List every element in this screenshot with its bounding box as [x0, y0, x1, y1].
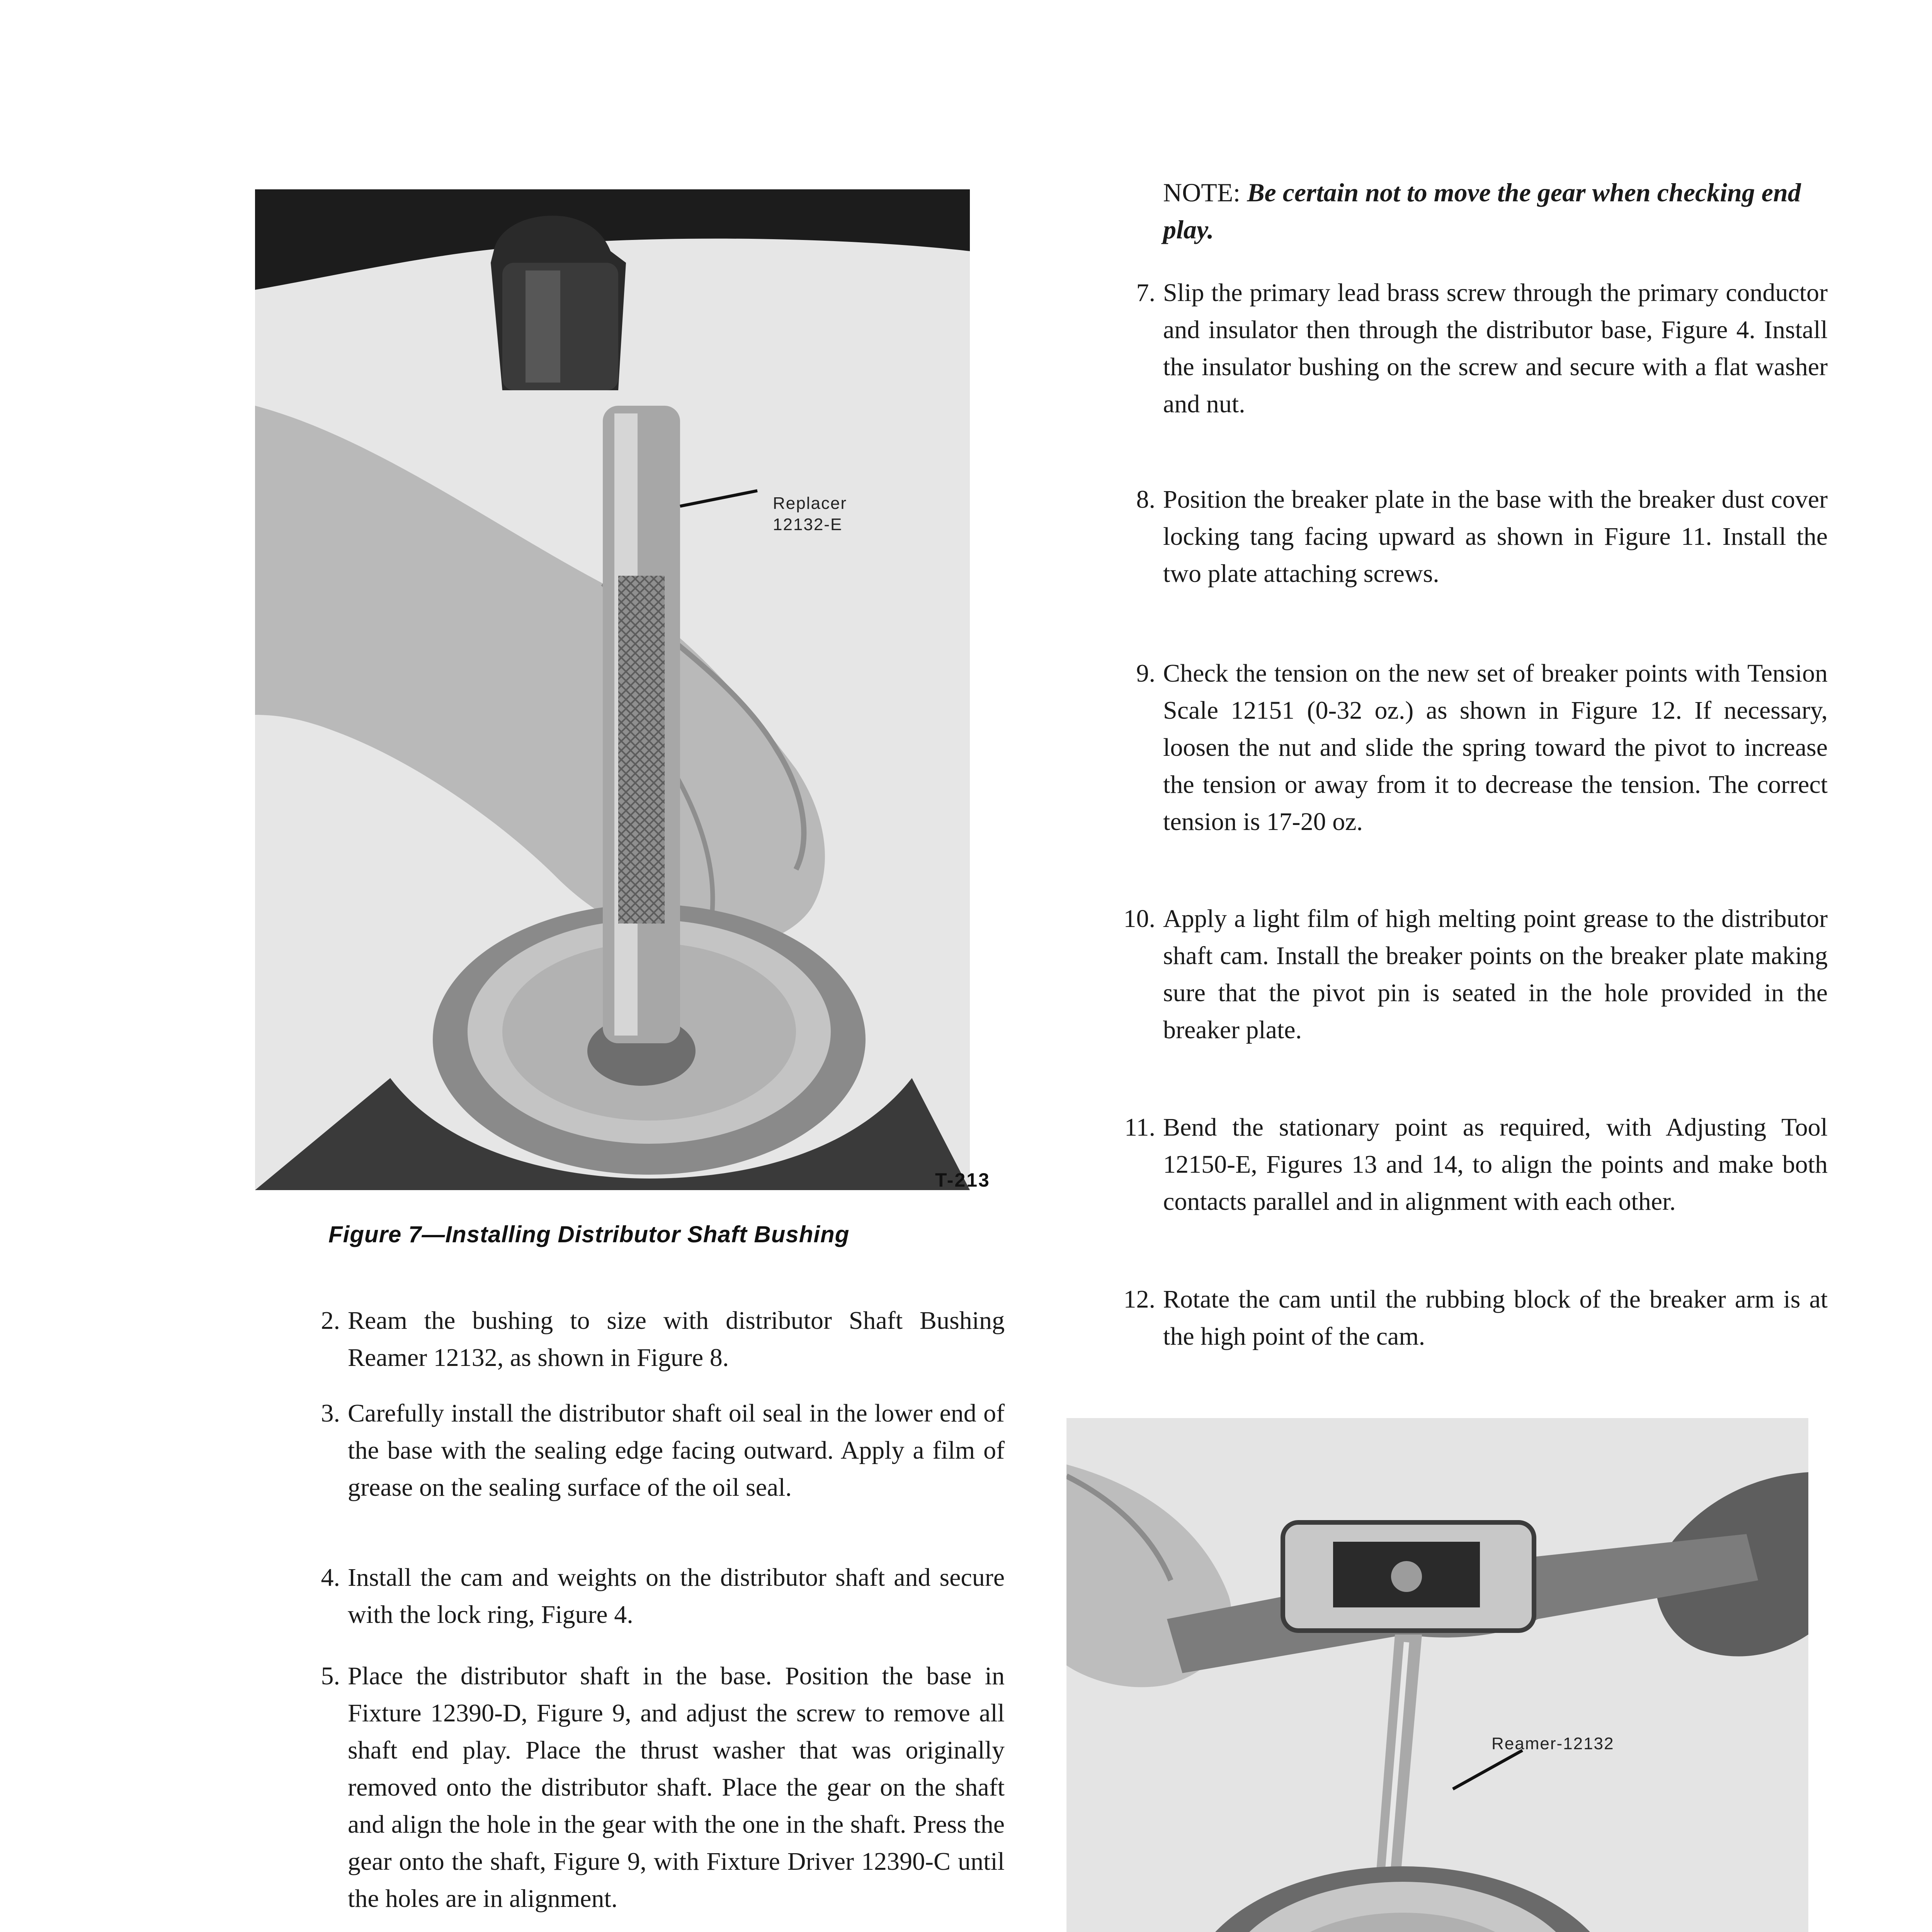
- step-12: [1123, 1281, 1828, 1355]
- step-text: Install the cam and weights on the distributor shaft and secure with the lock ring, Figure 4.: [348, 1563, 1005, 1629]
- step-text: Carefully install the distributor shaft oil seal in the lower end of the base with the sealing edge facing outward. Apply a film of grease on the sealing surface of the oil seal.: [348, 1399, 1005, 1502]
- step-text: Slip the primary lead brass screw through the primary conductor and insulator then through the distributor base, Figure 4. Install the insulator bushing on the screw and secure with a flat washer and nut.: [1163, 279, 1828, 418]
- step-7: [1136, 274, 1828, 423]
- figure-7-tool-label-number: 12132-E: [773, 515, 843, 534]
- figure-7-tool-label-name: Replacer: [773, 494, 847, 513]
- step-number: 4.: [321, 1563, 340, 1592]
- step-4: [321, 1559, 1005, 1633]
- step-number: 7.: [1136, 279, 1155, 307]
- figure-7-code: T-213: [935, 1169, 990, 1191]
- figure-8-tool-label: Reamer-12132: [1492, 1734, 1614, 1753]
- step-10: [1123, 900, 1828, 1049]
- step-text: Position the breaker plate in the base with the breaker dust cover locking tang facing upward as shown in Figure 11. Install the two plate attaching screws.: [1163, 485, 1828, 588]
- step-2: [321, 1302, 1005, 1376]
- step-text: Ream the bushing to size with distributor Shaft Bushing Reamer 12132, as shown in Figure 8.: [348, 1306, 1005, 1372]
- step-11: [1124, 1109, 1828, 1220]
- step-number: 12.: [1123, 1285, 1155, 1313]
- step-text: Bend the stationary point as required, with Adjusting Tool 12150-E, Figures 13 and 14, to align the points and make both contacts parallel and in alignment with each other.: [1163, 1113, 1828, 1216]
- note-text: Be certain not to move the gear when checking end play.: [1163, 178, 1801, 244]
- step-text: Place the distributor shaft in the base. Position the base in Fixture 12390-D, Figure 9, and adjust the screw to remove all shaft end play. Place the thrust washer that was originally removed onto the distributor shaft. Place the gear on the shaft and align the hole in the gear with the one in the shaft. Press the gear onto the shaft, Figure 9, with Fixture Driver 12390-C until the holes are in alignment.: [348, 1662, 1005, 1913]
- figure-7-photo: [255, 189, 970, 1190]
- note: [1163, 174, 1828, 248]
- step-text: Rotate the cam until the rubbing block of the breaker arm is at the high point of the cam.: [1163, 1285, 1828, 1350]
- step-number: 5.: [321, 1662, 340, 1690]
- note-label: NOTE:: [1163, 178, 1241, 207]
- figure-7-tool-label: [773, 493, 847, 535]
- step-number: 3.: [321, 1399, 340, 1427]
- figure-8-photo: [1066, 1418, 1808, 1932]
- step-number: 10.: [1123, 905, 1155, 933]
- step-number: 11.: [1124, 1113, 1155, 1141]
- step-text: Apply a light film of high melting point grease to the distributor shaft cam. Install the breaker points on the breaker plate making sure that the pivot pin is seated in the hole provided in the breaker plate.: [1163, 905, 1828, 1044]
- step-number: 8.: [1136, 485, 1155, 514]
- step-5: [321, 1658, 1005, 1917]
- figure-7-illustration: [255, 189, 970, 1190]
- step-3: [321, 1395, 1005, 1506]
- step-9: [1136, 655, 1828, 840]
- step-8: [1136, 481, 1828, 592]
- step-text: Check the tension on the new set of breaker points with Tension Scale 12151 (0-32 oz.) as shown in Figure 12. If necessary, loosen the nut and slide the spring toward the pivot to increase the tension or away from it to decrease the tension. The correct tension is 17-20 oz.: [1163, 659, 1828, 836]
- step-number: 2.: [321, 1306, 340, 1335]
- figure-8-illustration: [1066, 1418, 1808, 1932]
- figure-7-caption: Figure 7—Installing Distributor Shaft Bushing: [328, 1221, 850, 1247]
- step-number: 9.: [1136, 659, 1155, 687]
